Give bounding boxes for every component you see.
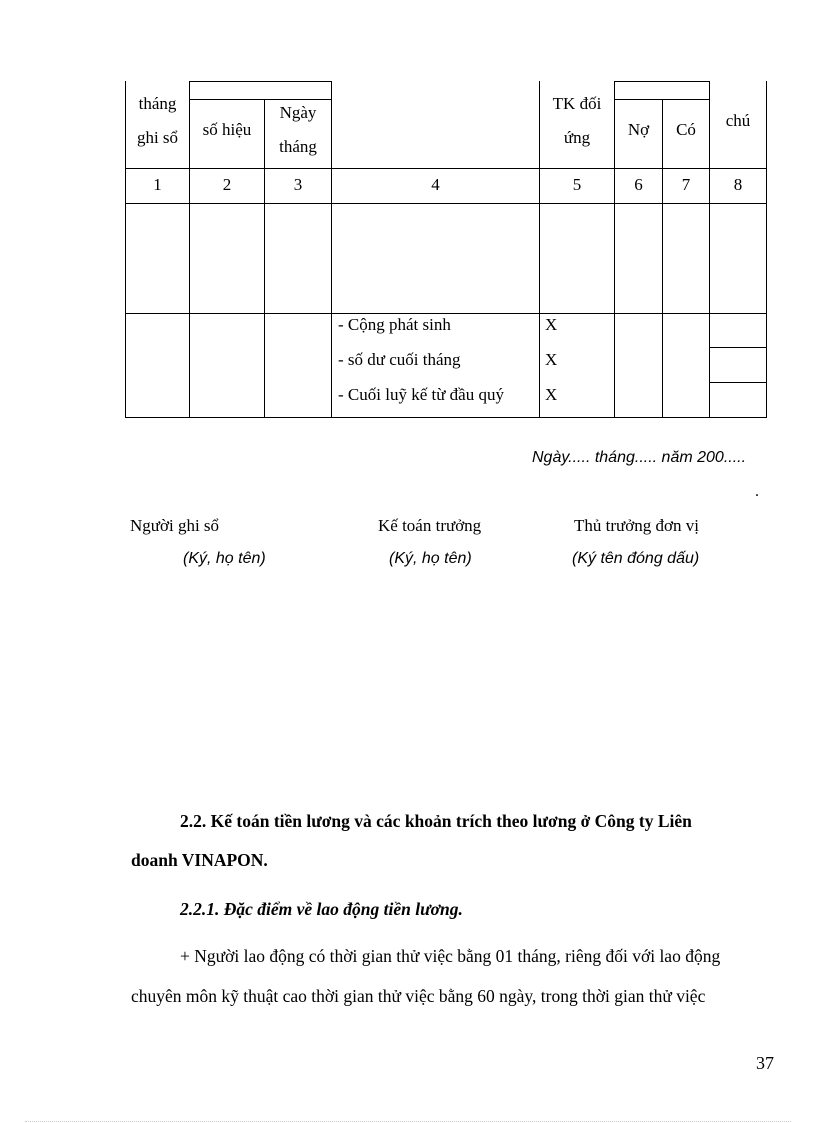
signature-title-thu-truong: Thủ trưởng đơn vị: [574, 516, 699, 535]
summary-label-cong-phat-sinh: - Cộng phát sinh: [338, 315, 451, 334]
paragraph-line-2: chuyên môn kỹ thuật cao thời gian thử việc bằng 60 ngày, trong thời gian thử việc: [131, 986, 706, 1006]
header-so-hieu: số hiệu: [202, 120, 252, 139]
header-text: tháng: [138, 94, 177, 113]
summary-mark-3: X: [545, 385, 558, 404]
column-number-2: 2: [222, 175, 232, 194]
header-text: Ngày: [279, 103, 317, 122]
numbers-bottom-line: [125, 203, 767, 204]
header-tk-doi-ung: [540, 87, 614, 155]
date-line: Ngày..... tháng..... năm 200.....: [532, 449, 747, 466]
summary-mark-2: X: [545, 350, 558, 369]
header-text: ứng: [563, 128, 591, 147]
summary-label-luy-ke: - Cuối luỹ kế từ đầu quý: [338, 385, 504, 404]
header-chu: chú: [725, 111, 751, 130]
header-text: tháng: [279, 137, 317, 156]
column-number-4: 4: [431, 175, 440, 194]
column-number-5: 5: [572, 175, 582, 194]
section-heading-line-2: doanh VINAPON.: [131, 850, 268, 870]
page-bottom-dotted-border: [25, 1121, 791, 1122]
table-top-border: [189, 81, 331, 82]
signature-note-1: (Ký, họ tên): [183, 550, 266, 567]
header-text: ghi sổ: [136, 128, 179, 147]
section-heading-line-1: 2.2. Kế toán tiền lương và các khoản trích theo lương ở Công ty Liên: [180, 811, 692, 831]
column-number-7: 7: [681, 175, 691, 194]
date-trailing-dot: .: [755, 483, 759, 500]
col-line-3: [331, 81, 332, 418]
table-top-border-right: [614, 81, 710, 82]
signature-title-ke-toan-truong: Kế toán trưởng: [378, 516, 482, 535]
signature-note-3: (Ký tên đóng dấu): [572, 550, 700, 567]
body-divider-line: [125, 313, 767, 314]
column-number-3: 3: [293, 175, 303, 194]
col-line-8: [766, 81, 767, 418]
header-ngay-thang: [265, 96, 331, 164]
paragraph-line-1: + Người lao động có thời gian thử việc bằng 01 tháng, riêng đối với lao động: [180, 946, 721, 966]
table-bottom-border: [125, 417, 767, 418]
signature-note-2: (Ký, họ tên): [389, 550, 472, 567]
page-number: 37: [756, 1053, 774, 1073]
summary-label-so-du-cuoi-thang: - số dư cuối tháng: [338, 350, 461, 369]
col8-divider-1: [709, 347, 767, 348]
col8-divider-2: [709, 382, 767, 383]
subsection-heading: 2.2.1. Đặc điểm về lao động tiền lương.: [180, 899, 463, 919]
header-text: TK đối: [552, 94, 602, 113]
signature-title-nguoi-ghi-so: Người ghi sổ: [130, 516, 220, 535]
column-number-8: 8: [733, 175, 743, 194]
column-number-1: 1: [153, 175, 162, 194]
column-number-6: 6: [634, 175, 643, 194]
header-thang-ghi-so: [126, 87, 189, 155]
summary-mark-1: X: [545, 315, 558, 334]
header-no: Nợ: [627, 120, 650, 139]
header-co: Có: [676, 120, 696, 139]
